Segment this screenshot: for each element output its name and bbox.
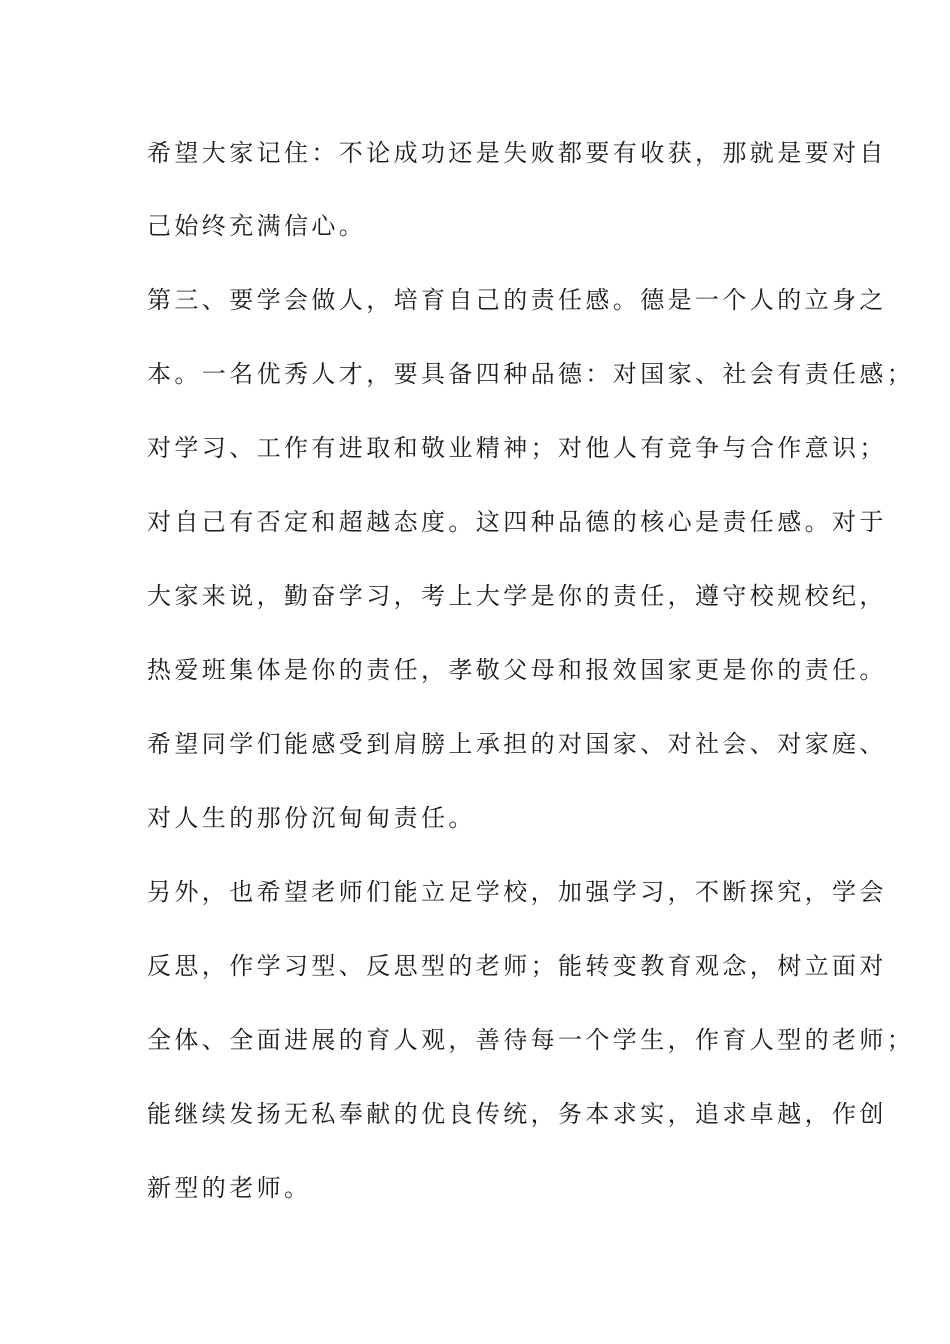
text-line: 大家来说，勤奋学习，考上大学是你的责任，遵守校规校纪，	[147, 582, 887, 610]
text-line: 热爱班集体是你的责任，孝敬父母和报效国家更是你的责任。	[147, 656, 887, 684]
text-line: 本。一名优秀人才，要具备四种品德：对国家、社会有责任感；	[147, 360, 915, 388]
text-line: 反思，作学习型、反思型的老师；能转变教育观念，树立面对	[147, 952, 887, 980]
text-line: 对人生的那份沉甸甸责任。	[147, 804, 476, 832]
text-line: 对自己有否定和超越态度。这四种品德的核心是责任感。对于	[147, 508, 887, 536]
text-line: 全体、全面进展的育人观，善待每一个学生，作育人型的老师；	[147, 1026, 915, 1054]
text-line: 对学习、工作有进取和敬业精神；对他人有竞争与合作意识；	[147, 434, 887, 462]
text-line: 希望大家记住：不论成功还是失败都要有收获，那就是要对自	[147, 139, 887, 167]
text-line: 能继续发扬无私奉献的优良传统，务本求实，追求卓越，作创	[147, 1100, 887, 1128]
text-line: 新型的老师。	[147, 1174, 312, 1202]
text-line: 己始终充满信心。	[147, 212, 367, 240]
text-line: 另外，也希望老师们能立足学校，加强学习，不断探究，学会	[147, 878, 887, 906]
text-line: 第三、要学会做人，培育自己的责任感。德是一个人的立身之	[147, 286, 887, 314]
text-line: 希望同学们能感受到肩膀上承担的对国家、对社会、对家庭、	[147, 730, 887, 758]
